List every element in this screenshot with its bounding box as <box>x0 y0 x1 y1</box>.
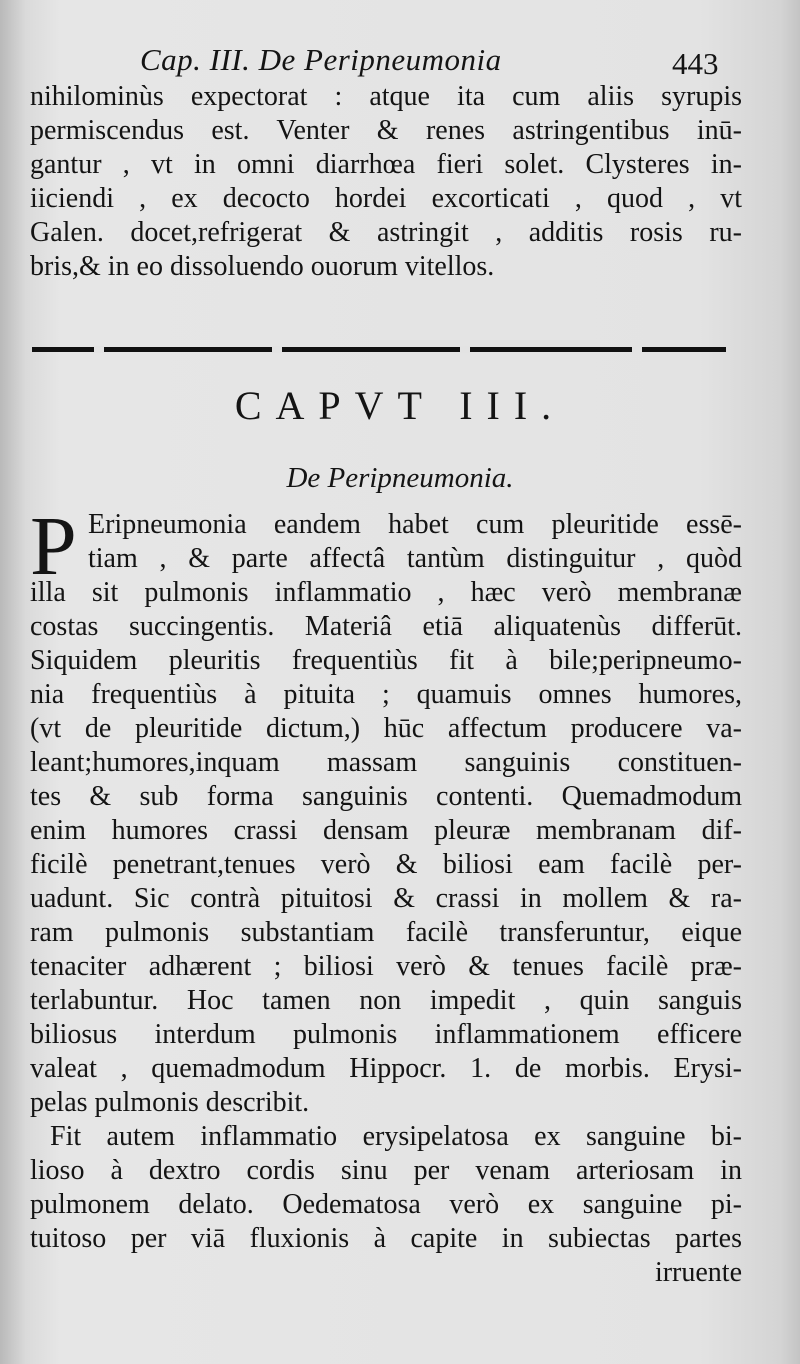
text-line: Fit autem inflammatio erysipelatosa ex sanguine bi- <box>50 1121 742 1152</box>
text-line: pulmonem delato. Oedematosa verò ex sanguine pi- <box>30 1189 742 1220</box>
page-number: 443 <box>672 46 719 81</box>
running-head-title: Cap. III. De Peripneumonia <box>140 42 502 77</box>
catchword: irruente <box>654 1257 742 1288</box>
text-line: iiciendi , ex decocto hordei excorticati , quod , vt <box>30 183 742 214</box>
text-line: terlabuntur. Hoc tamen non impedit , quin sanguis <box>30 985 742 1016</box>
text-line: valeat , quemadmodum Hippocr. 1. de morbis. Erysi- <box>30 1053 742 1084</box>
main-text <box>30 500 742 1290</box>
text-line: pelas pulmonis describit. <box>30 1087 310 1118</box>
text-line: Eripneumonia eandem habet cum pleuritide essē- <box>88 509 742 540</box>
text-line: uadunt. Sic contrà pituitosi & crassi in mollem & ra- <box>30 883 742 914</box>
text-line: (vt de pleuritide dictum,) hūc affectum producere va- <box>30 713 742 744</box>
continuation-text <box>30 80 742 284</box>
text-line: tenaciter adhærent ; biliosi verò & tenues facilè præ- <box>30 951 742 982</box>
text-line: nihilominùs expectorat : atque ita cum aliis syrupis <box>30 81 742 112</box>
text-line: biliosus interdum pulmonis inflammationem efficere <box>30 1019 742 1050</box>
running-head <box>0 42 800 82</box>
text-line: lioso à dextro cordis sinu per venam arteriosam in <box>30 1155 742 1186</box>
text-line: tes & sub forma sanguinis contenti. Quemadmodum <box>30 781 742 812</box>
text-line: ram pulmonis substantiam facilè transferuntur, eique <box>30 917 742 948</box>
text-line: ficilè penetrant,tenues verò & biliosi eam facilè per- <box>30 849 742 880</box>
text-line: nia frequentiùs à pituita ; quamuis omnes humores, <box>30 679 742 710</box>
text-line: tuitoso per viā fluxionis à capite in subiectas partes <box>30 1223 742 1254</box>
text-line: gantur , vt in omni diarrhœa fieri solet. Clysteres in- <box>30 149 742 180</box>
chapter-heading: CAPVT III. <box>234 383 566 428</box>
text-line: costas succingentis. Materiâ etiā aliquatenùs differūt. <box>30 611 742 642</box>
text-line: illa sit pulmonis inflammatio , hæc verò membranæ <box>30 577 742 608</box>
text-line: tiam , & parte affectâ tantùm distinguitur , quòd <box>88 543 742 574</box>
text-line: Siquidem pleuritis frequentiùs fit à bile;peripneumo- <box>30 645 742 676</box>
drop-cap: P <box>30 500 77 593</box>
section-divider-rule <box>32 347 726 352</box>
text-line: enim humores crassi densam pleuræ membranam dif- <box>30 815 742 846</box>
text-line: permiscendus est. Venter & renes astringentibus inū- <box>30 115 742 146</box>
text-line: leant;humores,inquam massam sanguinis constituen- <box>30 747 742 778</box>
text-line: Galen. docet,refrigerat & astringit , additis rosis ru- <box>30 217 742 248</box>
text-line: bris,& in eo dissoluendo ouorum vitellos. <box>30 251 495 282</box>
chapter-subtitle: De Peripneumonia. <box>286 462 514 494</box>
